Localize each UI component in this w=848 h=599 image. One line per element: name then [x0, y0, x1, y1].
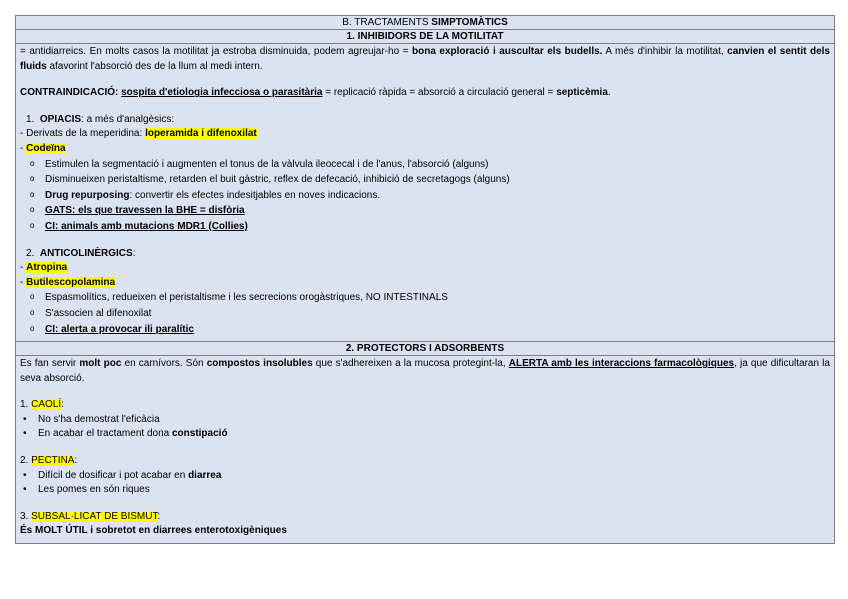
contraindication-line [20, 86, 830, 101]
list-item [20, 172, 830, 188]
dot-bullet-icon: • [23, 484, 27, 496]
intro-bold-1: bona exploració i auscultar els budells. [412, 46, 603, 57]
intro-text-1: Es fan servir [20, 358, 80, 370]
circle-bullet-icon: o [30, 205, 35, 215]
circle-bullet-icon: o [30, 220, 35, 230]
list-item [20, 413, 830, 428]
butil-highlight: Butilescopolamina [26, 276, 116, 288]
list-item-text: No s'ha demostrat l'eficàcia [38, 413, 160, 425]
bismut-bold: MOLT ÚTIL [35, 525, 88, 537]
derivats-highlight: loperamida i difenoxilat [145, 128, 257, 140]
derivats-line [20, 127, 830, 142]
gats-note: GATS: els que travessen la BHE = disfòria [45, 205, 245, 217]
intro-bold-2: canvien el sentit dels fluids [20, 46, 830, 72]
list-item [20, 306, 830, 322]
bismut-line [20, 524, 830, 539]
anticol-num: 2. [26, 247, 35, 259]
title-prefix: B. TRACTAMENTS [342, 17, 432, 28]
anticol-colon: : [132, 247, 136, 259]
section-header-inhibidors: 1. INHIBIDORS DE LA MOTILITAT [16, 30, 834, 44]
list-item [20, 203, 830, 219]
opiacis-ci-note: CI: animals amb mutacions MDR1 (Collies) [45, 220, 248, 232]
list-item [20, 469, 830, 484]
list-item [20, 483, 830, 498]
contra-mid: = replicació ràpida = absorció a circulació general = [322, 87, 557, 99]
intro-paragraph [20, 357, 830, 386]
anticol-ci-note: CI: alerta a provocar ili paralític [45, 323, 194, 335]
circle-bullet-icon: o [30, 292, 35, 302]
caoli-highlight: CAOLÍ [31, 399, 62, 411]
intro-text-2: en carnívors. Són [121, 358, 207, 370]
list-item-text: Difícil de dosificar i pot acabar en [38, 469, 189, 481]
anticol-name: ANTICOLINÈRGICS [39, 247, 133, 259]
list-item-text: Les pomes en són riques [38, 484, 150, 496]
circle-bullet-icon: o [30, 307, 35, 317]
circle-bullet-icon: o [30, 323, 35, 333]
title-bold: SIMPTOMÀTICS [431, 17, 508, 28]
page-title [16, 16, 834, 30]
intro-text-1: = antidiarreics. En molts casos la motilitat ja estroba disminuida, podem agreujar-ho = [20, 46, 413, 57]
list-item [20, 157, 830, 173]
pectina-colon: : [74, 455, 78, 467]
contra-end: septicèmia [556, 87, 608, 99]
dash: - [20, 276, 24, 288]
codeina-line [20, 142, 830, 157]
contra-dot: . [607, 87, 611, 99]
butil-line [20, 276, 830, 291]
pectina-num: 2. [20, 455, 32, 467]
caoli-colon: : [61, 399, 64, 411]
bismut-highlight: SUBSAL·LICAT DE BISMUT [31, 510, 158, 522]
atropina-highlight: Atropina [26, 262, 68, 274]
list-item-text: En acabar el tractament dona [38, 428, 172, 440]
intro-alert: ALERTA amb les interaccions farmacològiques [508, 358, 735, 370]
intro-text-4: , ja que dificultaran la seva absorció. [20, 358, 830, 384]
bismut-heading [20, 510, 830, 525]
document-table [15, 15, 835, 544]
list-item-text: Estimulen la segmentació i augmenten el tonus de la vàlvula ileocecal i de l'anus, l'absorció (alguns) [45, 158, 489, 170]
repurposing-bold: Drug repurposing [45, 189, 130, 201]
dash: - [20, 142, 24, 154]
list-item [20, 219, 830, 235]
circle-bullet-icon: o [30, 158, 35, 168]
section-body-protectors [16, 356, 834, 543]
pectina-highlight: PECTINA [31, 455, 75, 467]
opiacis-num: 1. [26, 113, 35, 125]
list-item-text: Espasmolítics, redueixen el peristaltisme i les secrecions orogàstriques, NO INTESTINALS [45, 292, 448, 304]
codeina-highlight: Codeïna [26, 142, 66, 154]
intro-text-2: A més d'inhibir la motilitat, [602, 46, 728, 57]
list-item-text: Disminueixen peristaltisme, retarden el buit gàstric, reflex de defecació, inhibició de secretagogs (alguns) [45, 174, 510, 186]
bismut-colon: : [157, 510, 161, 522]
dot-bullet-icon: • [23, 413, 27, 425]
pectina-heading [20, 454, 830, 469]
bismut-num: 3. [20, 510, 32, 522]
circle-bullet-icon: o [30, 174, 35, 184]
list-item [20, 290, 830, 306]
opiacis-desc: : a més d'analgèsics: [81, 113, 175, 125]
contra-label: CONTRAINDICACIÓ: [20, 87, 119, 99]
derivats-label: - Derivats de la meperidina: [20, 128, 146, 140]
dot-bullet-icon: • [23, 428, 27, 440]
contra-cause: sospita d'etiologia infecciosa o parasitària [121, 87, 323, 99]
opiacis-name: OPIACIS [39, 113, 82, 125]
section-header-protectors: 2. PROTECTORS I ADSORBENTS [16, 342, 834, 356]
opiacis-heading [20, 113, 830, 128]
list-item [20, 427, 830, 442]
section-body-inhibidors [16, 44, 834, 342]
dash: - [20, 262, 24, 274]
circle-bullet-icon: o [30, 189, 35, 199]
intro-text-3: que s'adhereixen a la mucosa protegint-la, [312, 358, 509, 370]
diarrea-bold: diarrea [188, 469, 222, 481]
dot-bullet-icon: • [23, 469, 27, 481]
intro-bold-2: compostos insolubles [206, 358, 313, 370]
list-item [20, 322, 830, 338]
constipacio-bold: constipació [171, 428, 228, 440]
repurposing-rest: : convertir els efectes indesitjables en noves indicacions. [129, 189, 381, 201]
intro-paragraph [20, 45, 830, 74]
intro-text-3: afavorint l'absorció des de la llum al medi intern. [46, 60, 263, 72]
caoli-num: 1. [20, 399, 32, 411]
atropina-line [20, 261, 830, 276]
anticol-heading [20, 247, 830, 262]
caoli-heading [20, 398, 830, 413]
list-item-text: S'associen al difenoxilat [45, 307, 152, 319]
bismut-rest: i sobretot en diarrees enterotoxigèniques [87, 525, 287, 537]
list-item [20, 188, 830, 204]
intro-bold-1: molt poc [79, 358, 122, 370]
bismut-pre: És [20, 525, 36, 537]
